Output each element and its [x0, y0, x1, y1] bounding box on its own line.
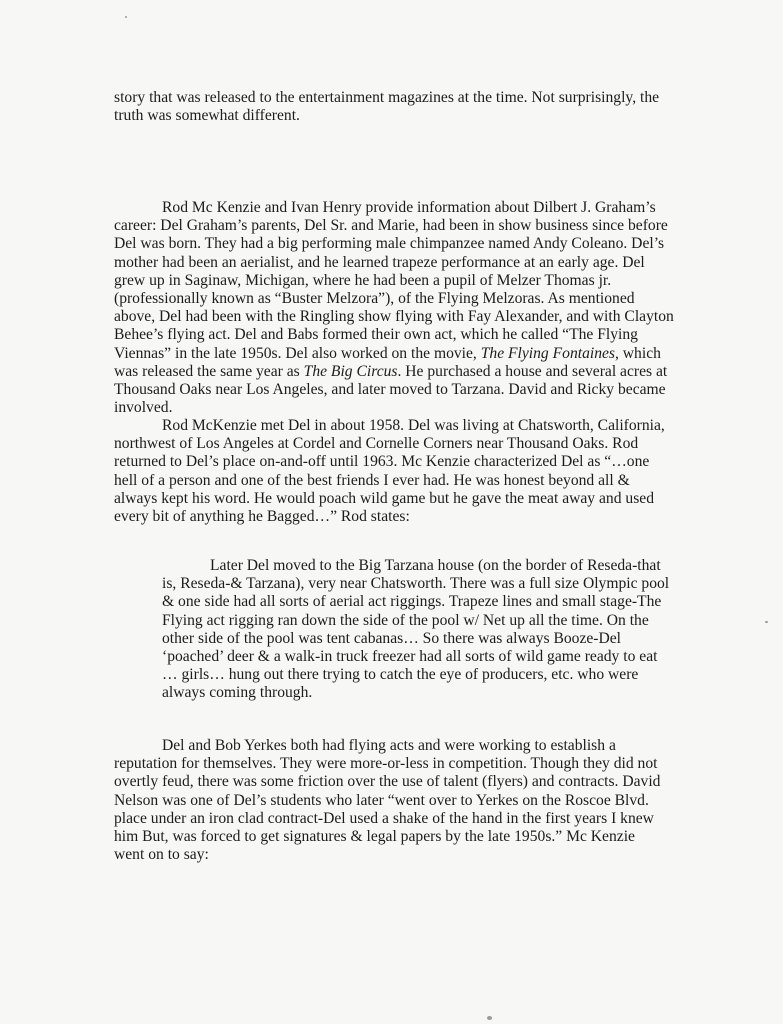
- paragraph-5: [114, 737, 660, 864]
- text-line: reputation for themselves. They were more-or-less in competition. Though they did not: [114, 755, 658, 773]
- text-line: Flying act rigging ran down the side of the pool w/ Net up all the time. On the: [162, 611, 649, 629]
- text-line: northwest of Los Angeles at Cordel and Cornelle Corners near Thousand Oaks. Rod: [114, 435, 639, 453]
- text-line: career: Del Graham’s parents, Del Sr. and Marie, had been in show business since before: [114, 217, 668, 235]
- text-line: overtly feud, there was some friction over the use of talent (flyers) and contracts. David: [114, 773, 661, 791]
- text-line: Rod McKenzie met Del in about 1958. Del was living at Chatsworth, California,: [162, 417, 665, 434]
- block-quote: [162, 557, 669, 703]
- text-line: Behee’s flying act. Del and Babs formed their own act, which he called “The Flying: [114, 326, 638, 344]
- text-line: Later Del moved to the Big Tarzana house (on the border of Reseda-that: [210, 557, 661, 574]
- text-line: … girls… hung out there trying to catch the eye of producers, etc. who were: [162, 666, 639, 684]
- text-line: mother had been an aerialist, and he learned trapeze performance at an early age. Del: [114, 253, 645, 271]
- paragraph-1: [114, 89, 659, 125]
- movie-title: The Big Circus: [303, 362, 398, 380]
- text-line: above, Del had been with the Ringling show flying with Fay Alexander, and with Clayton: [114, 308, 674, 326]
- text-line: grew up in Saginaw, Michigan, where he had been a pupil of Melzer Thomas jr.: [114, 271, 612, 289]
- text-segment: . He purchased a house and several acres at: [397, 362, 668, 380]
- text-line: him But, was forced to get signatures & legal papers by the late 1950s.” Mc Kenzie: [114, 828, 635, 846]
- text-line: [114, 345, 674, 363]
- text-line: other side of the pool was tent cabanas… So there was always Booze-Del: [162, 629, 622, 647]
- text-line: Del was born. They had a big performing male chimpanzee named Andy Coleano. Del’s: [114, 235, 665, 253]
- scan-speck: [125, 16, 127, 18]
- scan-speck: [487, 1016, 492, 1020]
- paragraph-2: [114, 199, 674, 417]
- text-line: every bit of anything he Bagged…” Rod states:: [114, 508, 410, 526]
- text-line: involved.: [114, 399, 173, 417]
- text-segment: , which: [615, 344, 661, 362]
- text-line: Del and Bob Yerkes both had flying acts and were working to establish a: [162, 737, 616, 754]
- text-line: [114, 363, 674, 381]
- text-segment: was released the same year as: [114, 362, 304, 380]
- text-line: truth was somewhat different.: [114, 107, 300, 125]
- text-line: is, Reseda-& Tarzana), very near Chatsworth. There was a full size Olympic pool: [162, 575, 670, 593]
- paragraph-3: [114, 417, 665, 526]
- text-line: (professionally known as “Buster Melzora”), of the Flying Melzoras. As mentioned: [114, 290, 635, 308]
- text-line: always coming through.: [162, 684, 313, 702]
- text-line: Nelson was one of Del’s students who later “went over to Yerkes on the Roscoe Blvd.: [114, 791, 649, 809]
- text-line: always kept his word. He would poach wild game but he gave the meat away and used: [114, 489, 654, 507]
- text-line: returned to Del’s place on-and-off until 1963. Mc Kenzie characterized Del as “…one: [114, 453, 650, 471]
- text-line: place under an iron clad contract-Del used a shake of the hand in the first years I knew: [114, 809, 654, 827]
- text-line: story that was released to the entertainment magazines at the time. Not surprisingly, the: [114, 89, 660, 106]
- movie-title: The Flying Fontaines: [480, 344, 615, 362]
- text-line: Thousand Oaks near Los Angeles, and later moved to Tarzana. David and Ricky became: [114, 381, 666, 399]
- text-line: Rod Mc Kenzie and Ivan Henry provide information about Dilbert J. Graham’s: [162, 199, 656, 216]
- text-line: ‘poached’ deer & a walk-in truck freezer had all sorts of wild game ready to eat: [162, 648, 658, 666]
- text-line: hell of a person and one of the best friends I ever had. He was honest beyond all &: [114, 471, 630, 489]
- scan-speck: [765, 621, 768, 623]
- text-segment: Viennas” in the late 1950s. Del also worked on the movie,: [114, 344, 481, 362]
- text-line: went on to say:: [114, 846, 209, 864]
- text-line: & one side had all sorts of aerial act riggings. Trapeze lines and small stage-The: [162, 593, 662, 611]
